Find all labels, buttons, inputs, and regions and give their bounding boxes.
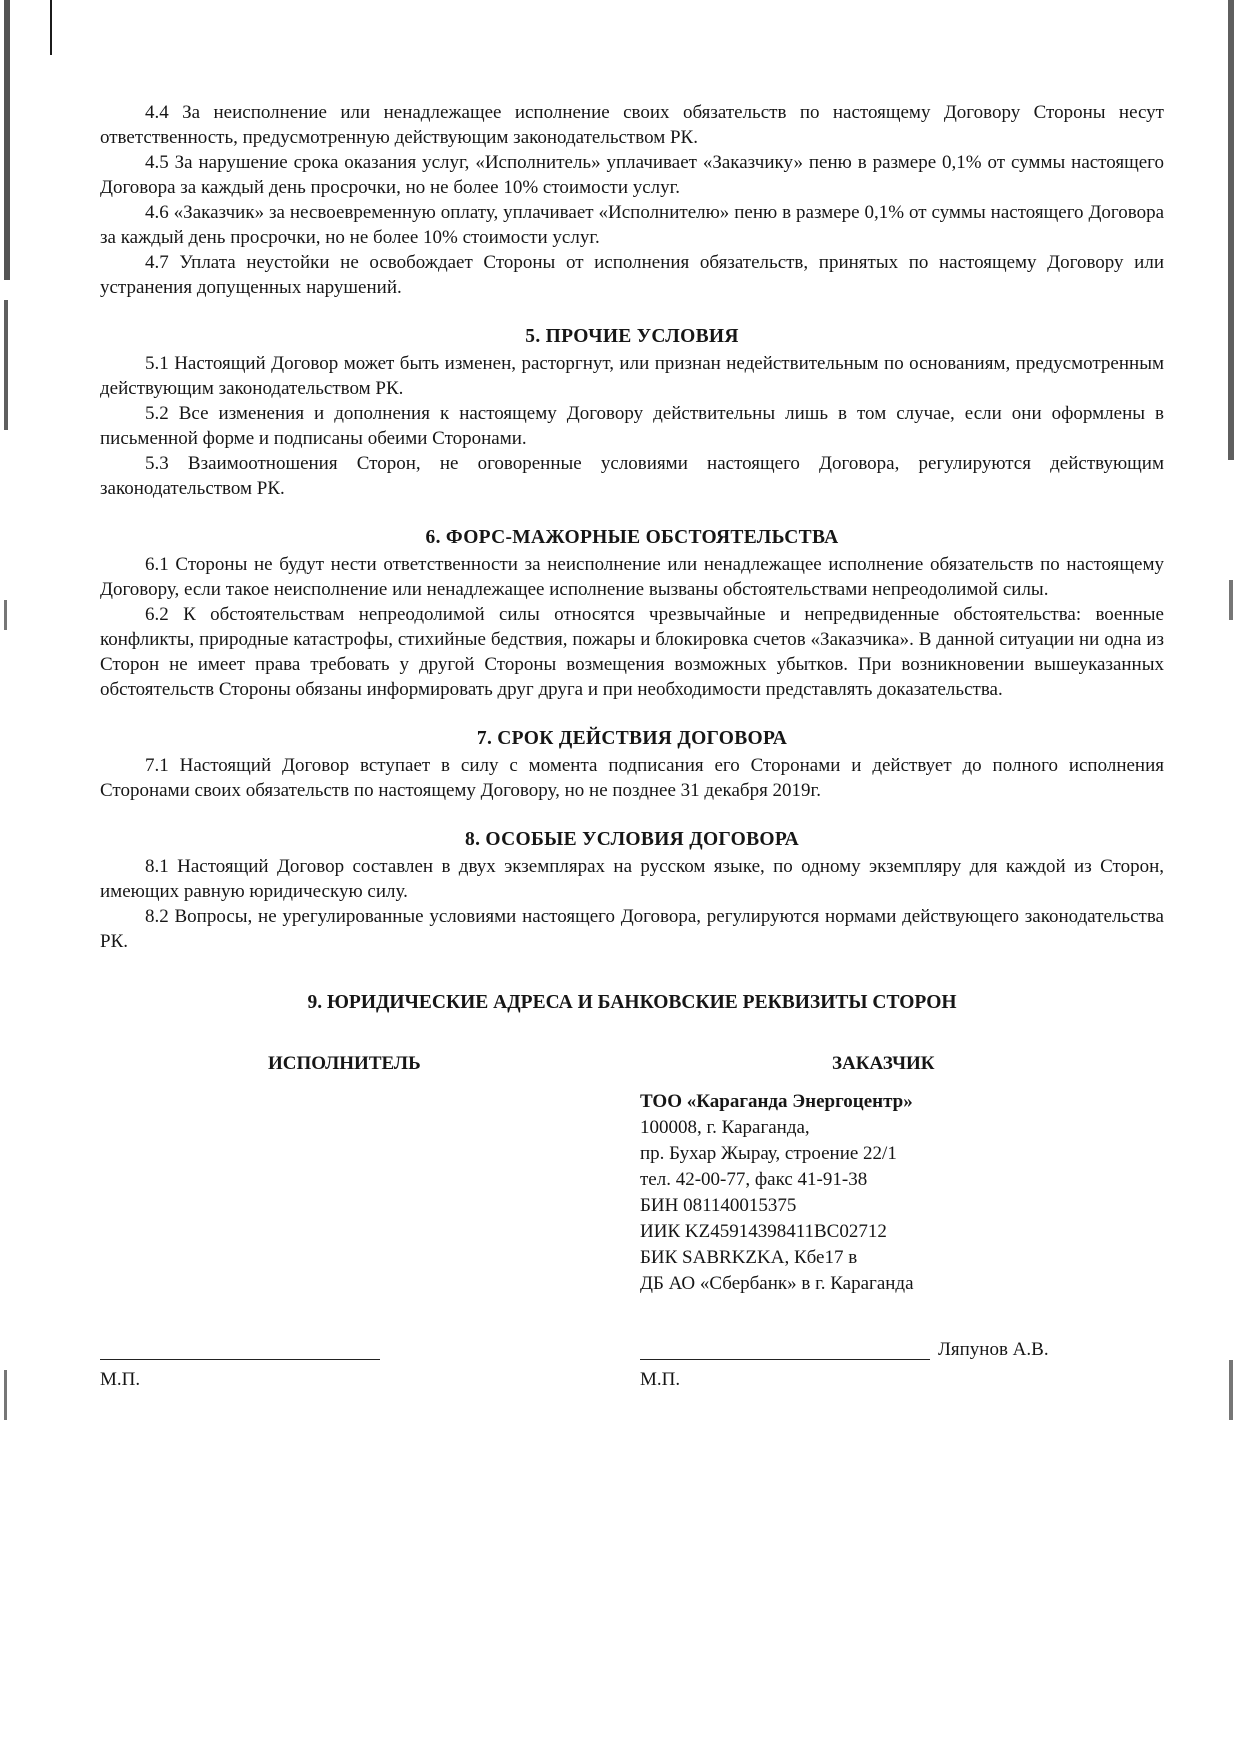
paragraph: 6.2 К обстоятельствам непреодолимой силы относятся чрезвычайные и непредвиденные обстоятельства: военные конфликты, природные катастрофы, стихийные бедствия, пожары и блокировка счетов «Заказчика». В данной ситуации ни одна из Сторон не имеет права требовать у другой Стороны возмещения возможных убытков. При возникновении вышеуказанных обстоятельств Стороны обязаны информировать друг друга и при необходимости представлять доказательства. [100, 604, 1164, 700]
paragraph: 4.7 Уплата неустойки не освобождает Стороны от исполнения обязательств, принятых по настоящему Договору или устранения допущенных нарушений. [100, 252, 1164, 298]
requisite-line: БИН 081140015375 [640, 1195, 797, 1216]
parties-block [100, 1051, 1164, 1390]
paragraph: 8.1 Настоящий Договор составлен в двух экземплярах на русском языке, по одному экземпляру для каждой из Сторон, имеющих равную юридическую силу. [100, 856, 1164, 902]
paragraph: 5.2 Все изменения и дополнения к настоящему Договору действительны лишь в том случае, если они оформлены в письменной форме и подписаны обеими Сторонами. [100, 403, 1164, 449]
scan-edge-mark [4, 600, 7, 630]
section-heading: 5. ПРОЧИЕ УСЛОВИЯ [525, 326, 739, 347]
section-other-terms [100, 324, 1164, 501]
customer-requisites [640, 1089, 914, 1297]
scan-edge-mark [4, 0, 10, 280]
scan-edge-mark [1229, 580, 1233, 620]
executor-stamp-label: М.П. [100, 1369, 141, 1390]
scan-edge-mark [1229, 1360, 1233, 1420]
requisites-heading: 9. ЮРИДИЧЕСКИЕ АДРЕСА И БАНКОВСКИЕ РЕКВИЗИТЫ СТОРОН [307, 992, 957, 1013]
scan-edge-mark [4, 1370, 7, 1420]
customer-stamp-label: М.П. [640, 1369, 681, 1390]
customer-company: ТОО «Караганда Энергоцентр» [640, 1091, 913, 1112]
requisite-line: 100008, г. Караганда, [640, 1117, 810, 1138]
section-force-majeure [100, 525, 1164, 702]
customer-title: ЗАКАЗЧИК [832, 1053, 935, 1074]
executor-signature-line [100, 1359, 380, 1360]
paragraph: 6.1 Стороны не будут нести ответственности за неисполнение или ненадлежащее исполнение обязательств по настоящему Договору, если такое неисполнение или ненадлежащее исполнение вызваны обстоятельствами непреодолимой силы. [100, 554, 1164, 600]
section-heading: 6. ФОРС-МАЖОРНЫЕ ОБСТОЯТЕЛЬСТВА [425, 527, 839, 548]
paragraph: 4.5 За нарушение срока оказания услуг, «Исполнитель» уплачивает «Заказчику» пеню в размере 0,1% от суммы настоящего Договора за каждый день просрочки, но не более 10% стоимости услуг. [100, 152, 1164, 198]
customer-signer-name: Ляпунов А.В. [938, 1339, 1049, 1360]
section-liability [100, 100, 1164, 300]
paragraph: 4.6 «Заказчик» за несвоевременную оплату, уплачивает «Исполнителю» пеню в размере 0,1% от суммы настоящего Договора за каждый день просрочки, но не более 10% стоимости услуг. [100, 202, 1164, 248]
paragraph: 8.2 Вопросы, не урегулированные условиями настоящего Договора, регулируются нормами действующего законодательства РК. [100, 906, 1164, 952]
paragraph: 4.4 За неисполнение или ненадлежащее исполнение своих обязательств по настоящему Договору Стороны несут ответственность, предусмотренную действующим законодательством РК. [100, 102, 1164, 148]
requisite-line: ДБ АО «Сбербанк» в г. Караганда [640, 1273, 914, 1294]
section-heading: 7. СРОК ДЕЙСТВИЯ ДОГОВОРА [476, 728, 788, 749]
scan-edge-mark [50, 0, 52, 55]
section-special-terms [100, 827, 1164, 954]
scan-edge-mark [4, 300, 8, 430]
paragraph: 7.1 Настоящий Договор вступает в силу с момента подписания его Сторонами и действует до полного исполнения Сторонами своих обязательств по настоящему Договору, но не позднее 31 декабря 2019г. [100, 755, 1164, 801]
requisite-line: тел. 42-00-77, факс 41-91-38 [640, 1169, 868, 1190]
scan-edge-mark [1228, 0, 1234, 460]
requisite-line: пр. Бухар Жырау, строение 22/1 [640, 1143, 897, 1164]
paragraph: 5.3 Взаимоотношения Сторон, не оговоренные условиями настоящего Договора, регулируются действующим законодательством РК. [100, 453, 1164, 499]
paragraph: 5.1 Настоящий Договор может быть изменен, расторгнут, или признан недействительным по основаниям, предусмотренным действующим законодательством РК. [100, 353, 1164, 399]
requisite-line: ИИК KZ45914398411BC02712 [640, 1221, 887, 1242]
section-term [100, 726, 1164, 803]
section-heading: 8. ОСОБЫЕ УСЛОВИЯ ДОГОВОРА [465, 829, 799, 850]
requisite-line: БИК SABRKZKA, Кбе17 в [640, 1247, 858, 1268]
customer-signature-line [640, 1359, 930, 1360]
executor-title: ИСПОЛНИТЕЛЬ [268, 1053, 421, 1074]
document-page [100, 100, 1164, 1390]
